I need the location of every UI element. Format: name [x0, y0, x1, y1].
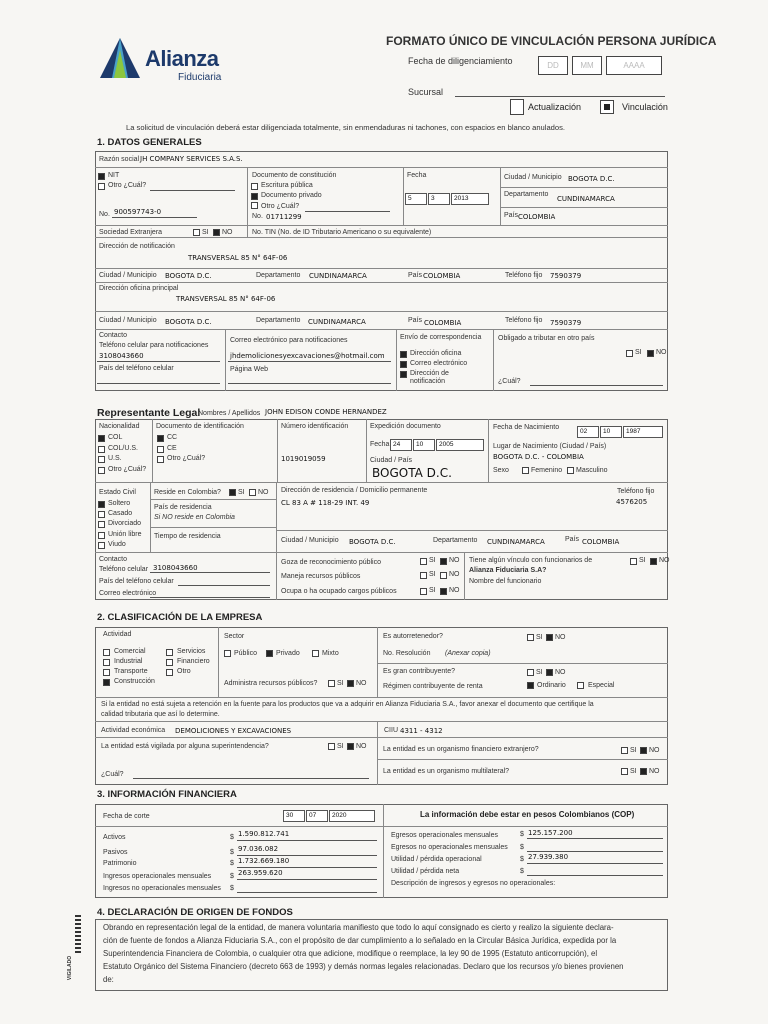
egr-noop-label: Egresos no operacionales mensuales [391, 844, 508, 851]
tel2-label: Teléfono fijo [505, 317, 543, 324]
exp-month[interactable]: 10 [413, 439, 435, 451]
rep-contacto-label: Contacto [99, 556, 128, 563]
retencion-note-2: calidad tributaria que así lo determine. [101, 711, 220, 718]
rep-ciudad-value[interactable]: BOGOTA D.C. [349, 538, 396, 546]
us-checkbox[interactable] [98, 456, 105, 463]
goza-no-label: NO [449, 557, 460, 564]
num-id-label: Número identificación [281, 423, 349, 430]
nac-day[interactable]: 02 [577, 426, 599, 438]
pasivos-value[interactable]: 97.036.082 [238, 845, 279, 853]
construccion-checkbox[interactable] [103, 679, 110, 686]
rep-depto-label: Departamento [433, 537, 478, 544]
cc-checkbox[interactable] [157, 435, 164, 442]
ordinario-checkbox[interactable] [527, 682, 534, 689]
depto1-value[interactable]: CUNDINAMARCA [309, 272, 367, 280]
section-4-title: 4. DECLARACIÓN DE ORIGEN DE FONDOS [97, 907, 293, 918]
dir-res-label: Dirección de residencia / Domicilio permanente [281, 487, 428, 494]
expedicion-label: Expedición documento [370, 423, 441, 430]
autoret-no-label: NO [555, 634, 566, 641]
maneja-no-label: NO [449, 571, 460, 578]
tel-fijo-value[interactable]: 4576205 [616, 498, 648, 506]
cc-label: CC [167, 434, 178, 441]
dir-notif-label: Dirección de notificación [99, 243, 175, 250]
sexo-label: Sexo [493, 467, 509, 474]
patrimonio-currency: $ [230, 860, 234, 867]
brand-sub: Fiduciaria [178, 72, 222, 83]
vinculo-label-2: Alianza Fiduciaria S.A? [469, 567, 547, 574]
anexar-label: (Anexar copia) [445, 650, 491, 657]
mixto-checkbox[interactable] [312, 650, 319, 657]
rep-cel-label: Teléfono celular [99, 566, 149, 573]
fecha-diligenciamiento-label: Fecha de diligenciamiento [408, 56, 513, 66]
fecha-label: Fecha [407, 172, 427, 179]
doc-no-value[interactable]: 01711299 [266, 213, 302, 221]
instruction-note: La solicitud de vinculación deberá estar diligenciada totalmente, sin enmendaduras ni tachones, con espacios en blanco anulados. [126, 123, 566, 132]
sucursal-line[interactable] [455, 96, 665, 97]
vinculo-si-label: SI [639, 557, 646, 564]
pais2-label: País [408, 317, 423, 324]
regimen-label: Régimen contribuyente de renta [383, 683, 483, 690]
otro-checkbox[interactable] [98, 183, 105, 190]
fin-ext-no-checkbox[interactable] [640, 747, 647, 754]
fecha-nac-label: Fecha de Nacimiento [493, 424, 560, 431]
vigilado-mark [67, 915, 84, 981]
autoret-si-checkbox[interactable] [527, 634, 534, 641]
tel1-value[interactable]: 7590379 [550, 272, 582, 280]
exp-year[interactable]: 2005 [436, 439, 484, 451]
declaracion-line-4: Estatuto Orgánico del Sistema Financiero (decreto 663 de 1993) y demás normas legales relacionadas. Declaro que los recursos y/o bienes provienen [103, 962, 624, 971]
nit-value[interactable]: 900597743-0 [114, 208, 162, 216]
razon-social-label: Razón social [99, 156, 140, 163]
divorciado-label: Divorciado [108, 520, 142, 527]
departamento-label: Departamento [504, 191, 549, 198]
obligado-cual-label: ¿Cuál? [498, 378, 521, 385]
pasivos-currency: $ [230, 849, 234, 856]
ing-op-value[interactable]: 263.959.620 [238, 869, 283, 877]
alianza-logo [98, 36, 142, 85]
pais1-value[interactable]: COLOMBIA [423, 272, 461, 280]
industrial-checkbox[interactable] [103, 659, 110, 666]
rep-sub-label: Nombres / Apellidos [198, 410, 261, 417]
fin-ext-no-label: NO [649, 747, 660, 754]
ordinario-label: Ordinario [537, 682, 566, 689]
depto2-label: Departamento [256, 317, 301, 324]
escritura-checkbox[interactable] [251, 183, 258, 190]
declaracion-line-2: ción de fuente de fondos a Alianza Fiduciaria S.A., con el propósito de dar cumplimiento a lo señalado en la Circular Básica Jurídica, expedida por la [103, 936, 617, 945]
tel-cel-label: Teléfono celular para notificaciones [99, 342, 209, 349]
divorciado-checkbox[interactable] [98, 521, 105, 528]
vigilada-no-checkbox[interactable] [347, 743, 354, 750]
vigilada-label: La entidad está vigilada por alguna superintendencia? [101, 743, 269, 750]
alianza-logo-icon [98, 36, 142, 80]
us-label: U.S. [108, 455, 122, 462]
declaracion-line-3: Superintendencia Financiera de Colombia, o cualquier otra que adicione, modifique o reemplace, la ley 90 de 1995 (Estatuto anticorrupción), el [103, 949, 598, 958]
nac-otro-label: Otro ¿Cuál? [108, 466, 147, 473]
nit-checkbox[interactable] [98, 173, 105, 180]
obligado-no-checkbox[interactable] [647, 350, 654, 357]
egr-op-value[interactable]: 125.157.200 [528, 829, 573, 837]
ocupa-no-checkbox[interactable] [440, 588, 447, 595]
doc-otro-label: Otro ¿Cuál? [167, 455, 206, 462]
correo-value[interactable]: jhdemolicionesyexcavaciones@hotmail.com [230, 352, 385, 360]
servicios-checkbox[interactable] [166, 649, 173, 656]
reside-si-label: SI [238, 489, 245, 496]
col-label: COL [108, 434, 123, 441]
activos-value[interactable]: 1.590.812.741 [238, 830, 290, 838]
viudo-label: Viudo [108, 541, 126, 548]
util-op-currency: $ [520, 856, 524, 863]
vigilado-text: VIGILADO [67, 955, 74, 981]
obligado-si-checkbox[interactable] [626, 350, 633, 357]
section-2-title: 2. CLASIFICACIÓN DE LA EMPRESA [97, 612, 263, 623]
doc-privado-label: Documento privado [261, 192, 322, 199]
otro-label: Otro ¿Cuál? [108, 182, 147, 189]
servicios-label: Servicios [177, 648, 206, 655]
admin-si-checkbox[interactable] [328, 680, 335, 687]
transporte-checkbox[interactable] [103, 669, 110, 676]
corte-year[interactable]: 2020 [329, 810, 375, 822]
envio-notif-label: Dirección de notificación [410, 370, 449, 386]
correo-label: Correo electrónico para notificaciones [230, 337, 348, 344]
ocupa-no-label: NO [449, 587, 460, 594]
soltero-label: Soltero [108, 500, 131, 507]
ce-label: CE [167, 445, 177, 452]
pais-label: País [504, 212, 519, 219]
soc-ext-si-checkbox[interactable] [193, 229, 200, 236]
vinculo-no-checkbox[interactable] [650, 558, 657, 565]
soc-extranjera-label: Sociedad Extranjera [99, 229, 163, 236]
nit-no-label: No. [99, 211, 110, 218]
doc-id-label: Documento de identificación [156, 423, 244, 430]
contacto-label: Contacto [99, 332, 128, 339]
pais-tel-label: País del teléfono celular [99, 365, 174, 372]
tin-label: No. TIN (No. de ID Tributario Americano o su equivalente) [252, 229, 432, 236]
pais-value[interactable]: COLOMBIA [518, 213, 556, 221]
egr-noop-currency: $ [520, 844, 524, 851]
patrimonio-value[interactable]: 1.732.669.180 [238, 857, 290, 865]
soltero-checkbox[interactable] [98, 501, 105, 508]
casado-label: Casado [108, 510, 133, 517]
publico-checkbox[interactable] [224, 650, 231, 657]
dir-notif-value[interactable]: TRANSVERSAL 85 N° 64F-06 [188, 254, 288, 262]
tel2-value[interactable]: 7590379 [550, 319, 582, 327]
ing-op-label: Ingresos operacionales mensuales [103, 873, 212, 880]
industrial-label: Industrial [114, 658, 143, 665]
autoret-si-label: SI [536, 634, 543, 641]
tel1-label: Teléfono fijo [505, 272, 543, 279]
web-label: Página Web [230, 366, 269, 373]
ciudad1-label: Ciudad / Municipio [99, 272, 157, 279]
rep-depto-value[interactable]: CUNDINAMARCA [487, 538, 545, 546]
maneja-label: Maneja recursos públicos [281, 573, 361, 580]
fin-ext-label: La entidad es un organismo financiero extranjero? [383, 746, 539, 753]
doc-privado-checkbox[interactable] [251, 193, 258, 200]
envio-notif-checkbox[interactable] [400, 371, 407, 378]
casado-checkbox[interactable] [98, 511, 105, 518]
envio-oficina-label: Dirección oficina [410, 350, 462, 357]
brand-name: Alianza [145, 46, 219, 71]
util-op-label: Utilidad / pérdida operacional [391, 856, 482, 863]
gran-si-label: SI [536, 669, 543, 676]
tel-cel-value[interactable]: 3108043660 [99, 352, 144, 360]
depto1-label: Departamento [256, 272, 301, 279]
reside-si-checkbox[interactable] [229, 489, 236, 496]
departamento-value[interactable]: CUNDINAMARCA [557, 195, 615, 203]
resolucion-label: No. Resolución [383, 650, 431, 657]
tel-fijo-label: Teléfono fijo [617, 488, 655, 495]
multi-si-checkbox[interactable] [621, 768, 628, 775]
pais-res-note: Si NO reside en Colombia [154, 514, 235, 521]
ciudad2-label: Ciudad / Municipio [99, 317, 157, 324]
otro-doc-label: Otro ¿Cuál? [261, 203, 300, 210]
nombre-func-label: Nombre del funcionario [469, 578, 542, 585]
razon-social-value[interactable]: JH COMPANY SERVICES S.A.S. [140, 155, 243, 163]
multi-no-checkbox[interactable] [640, 768, 647, 775]
rep-correo-label: Correo electrónico [99, 590, 157, 597]
obligado-label: Obligado a tributar en otro país [498, 335, 595, 342]
maneja-no-checkbox[interactable] [440, 572, 447, 579]
act-otro-checkbox[interactable] [166, 669, 173, 676]
escritura-label: Escritura pública [261, 182, 313, 189]
viudo-checkbox[interactable] [98, 542, 105, 549]
cop-note: La información debe estar en pesos Colombianos (COP) [420, 810, 635, 819]
ing-noop-label: Ingresos no operacionales mensuales [103, 885, 221, 892]
exp-fecha-label: Fecha [370, 441, 390, 448]
rep-pais-value[interactable]: COLOMBIA [582, 538, 620, 546]
multilateral-label: La entidad es un organismo multilateral? [383, 768, 510, 775]
lugar-nac-value[interactable]: BOGOTA D.C. - COLOMBIA [493, 453, 584, 461]
sucursal-label: Sucursal [408, 87, 444, 97]
admin-si-label: SI [337, 680, 344, 687]
vinculo-label: Tiene algún vínculo con funcionarios de [469, 557, 593, 564]
util-neta-label: Utilidad / pérdida neta [391, 868, 460, 875]
vinculo-no-label: NO [659, 557, 670, 564]
envio-correo-label: Correo electrónico [410, 360, 468, 367]
fecha-day[interactable]: 5 [405, 193, 427, 205]
year-field[interactable]: AAAA [606, 56, 662, 75]
otro-doc-checkbox[interactable] [251, 202, 258, 209]
soc-ext-no-label: NO [222, 229, 233, 236]
union-label: Unión libre [108, 531, 142, 538]
col-checkbox[interactable] [98, 435, 105, 442]
rep-pais-cel-label: País del teléfono celular [99, 578, 174, 585]
nit-label: NIT [108, 172, 120, 179]
reside-label: Reside en Colombia? [154, 489, 221, 496]
ciudad1-value[interactable]: BOGOTA D.C. [165, 272, 212, 280]
gran-no-label: NO [555, 669, 566, 676]
vinculo-si-checkbox[interactable] [630, 558, 637, 565]
corte-month[interactable]: 07 [306, 810, 328, 822]
nac-month[interactable]: 10 [600, 426, 622, 438]
autoret-label: Es autorretenedor? [383, 633, 443, 640]
num-id-value[interactable]: 1019019059 [281, 455, 326, 463]
soc-ext-no-checkbox[interactable] [213, 229, 220, 236]
ciudad-value[interactable]: BOGOTA D.C. [568, 175, 615, 183]
ocupa-label: Ocupa o ha ocupado cargos públicos [281, 588, 397, 595]
ce-checkbox[interactable] [157, 446, 164, 453]
actualizacion-label: Actualización [528, 102, 582, 112]
ocupa-si-checkbox[interactable] [420, 588, 427, 595]
act-eco-value[interactable]: DEMOLICIONES Y EXCAVACIONES [175, 727, 292, 735]
rep-name-value[interactable]: JOHN EDISON CONDE HERNANDEZ [265, 408, 387, 416]
transporte-label: Transporte [114, 668, 148, 675]
patrimonio-label: Patrimonio [103, 860, 137, 867]
goza-si-checkbox[interactable] [420, 558, 427, 565]
multi-no-label: NO [649, 768, 660, 775]
obligado-no-label: NO [656, 349, 667, 356]
dir-res-value[interactable]: CL 83 A # 118-29 INT. 49 [281, 499, 370, 507]
month-field[interactable]: MM [572, 56, 602, 75]
nac-otro-checkbox[interactable] [98, 467, 105, 474]
actualizacion-checkbox[interactable] [510, 99, 524, 115]
nac-year[interactable]: 1987 [623, 426, 663, 438]
nacionalidad-label: Nacionalidad [99, 423, 140, 430]
ing-noop-currency: $ [230, 885, 234, 892]
fecha-year[interactable]: 2013 [451, 193, 489, 205]
estado-civil-label: Estado Civil [99, 489, 136, 496]
autoret-no-checkbox[interactable] [546, 634, 553, 641]
rep-title: Representante Legal [97, 407, 201, 419]
doc-constitucion-label: Documento de constitución [252, 172, 337, 179]
vigilada-cual-label: ¿Cuál? [101, 771, 124, 778]
fecha-corte-label: Fecha de corte [103, 813, 150, 820]
vigilada-no-label: NO [356, 743, 367, 750]
multi-si-label: SI [630, 768, 637, 775]
privado-label: Privado [276, 650, 300, 657]
vinculacion-label: Vinculación [622, 102, 668, 112]
util-neta-currency: $ [520, 868, 524, 875]
ocupa-si-label: SI [429, 587, 436, 594]
maneja-si-label: SI [429, 571, 436, 578]
obligado-si-label: SI [635, 349, 642, 356]
soc-ext-si-label: SI [202, 229, 209, 236]
reside-no-label: NO [258, 489, 269, 496]
form-title: FORMATO ÚNICO DE VINCULACIÓN PERSONA JURÍDICA [386, 34, 717, 48]
fecha-month[interactable]: 3 [428, 193, 450, 205]
ciiu-label: CIIU [384, 727, 398, 734]
declaracion-line-1: Obrando en representación legal de la entidad, de manera voluntaria manifiesto que todo lo aquí consignado es cierto y realizo la siguiente declara- [103, 923, 614, 932]
financiero-checkbox[interactable] [166, 659, 173, 666]
comercial-label: Comercial [114, 648, 146, 655]
pais-res-label: País de residencia [154, 504, 212, 511]
day-field[interactable]: DD [538, 56, 568, 75]
admin-label: Administra recursos públicos? [224, 680, 318, 687]
declaracion-line-5: de: [103, 975, 114, 984]
ing-op-currency: $ [230, 873, 234, 880]
goza-label: Goza de reconocimiento público [281, 559, 382, 566]
colus-checkbox[interactable] [98, 446, 105, 453]
actividad-label: Actividad [103, 631, 132, 638]
envio-correo-checkbox[interactable] [400, 361, 407, 368]
dir-oficina-value[interactable]: TRANSVERSAL 85 N° 64F-06 [176, 295, 276, 303]
exp-day[interactable]: 24 [390, 439, 412, 451]
goza-si-label: SI [429, 557, 436, 564]
sector-label: Sector [224, 633, 245, 640]
vigilada-si-checkbox[interactable] [328, 743, 335, 750]
colus-label: COL/U.S. [108, 445, 138, 452]
lugar-nac-label: Lugar de Nacimiento (Ciudad / País) [493, 443, 607, 450]
especial-label: Especial [588, 682, 615, 689]
fin-ext-si-label: SI [630, 747, 637, 754]
ciiu-value[interactable]: 4311 - 4312 [400, 727, 443, 735]
util-op-value[interactable]: 27.939.380 [528, 853, 569, 861]
masc-label: Masculino [576, 467, 608, 474]
envio-oficina-checkbox[interactable] [400, 351, 407, 358]
egr-op-label: Egresos operacionales mensuales [391, 832, 499, 839]
retencion-note-1: Si la entidad no está sujeta a retención en la fuente para los productos que va a adquirir en Alianza Fiduciaria S.A., favor anexar el documento que certifique la [101, 701, 594, 708]
desc-label: Descripción de ingresos y egresos no operacionales: [391, 880, 556, 887]
gran-no-checkbox[interactable] [546, 669, 553, 676]
union-checkbox[interactable] [98, 532, 105, 539]
pais2-value[interactable]: COLOMBIA [424, 319, 462, 327]
tiempo-res-label: Tiempo de residencia [154, 533, 221, 540]
vigilada-si-label: SI [337, 743, 344, 750]
gran-contrib-label: Es gran contribuyente? [383, 668, 455, 675]
doc-no-label: No. [252, 213, 263, 220]
fin-ext-si-checkbox[interactable] [621, 747, 628, 754]
section-1-title: 1. DATOS GENERALES [97, 137, 202, 148]
pais1-label: País [408, 272, 423, 279]
gran-si-checkbox[interactable] [527, 669, 534, 676]
act-otro-label: Otro [177, 668, 191, 675]
activos-currency: $ [230, 834, 234, 841]
doc-otro-checkbox[interactable] [157, 456, 164, 463]
ciudad-label: Ciudad / Municipio [504, 174, 562, 181]
dir-oficina-label: Dirección oficina principal [99, 285, 179, 292]
fem-checkbox[interactable] [522, 467, 529, 474]
ciudad2-value[interactable]: BOGOTA D.C. [165, 318, 212, 326]
comercial-checkbox[interactable] [103, 649, 110, 656]
ciudad-pais-label: Ciudad / País [370, 457, 413, 464]
depto2-value[interactable]: CUNDINAMARCA [308, 318, 366, 326]
fem-label: Femenino [531, 467, 563, 474]
section-3-title: 3. INFORMACIÓN FINANCIERA [97, 789, 237, 800]
mixto-label: Mixto [322, 650, 339, 657]
rep-cel-value[interactable]: 3108043660 [153, 564, 198, 572]
admin-no-checkbox[interactable] [347, 680, 354, 687]
construccion-label: Construcción [114, 678, 155, 685]
vinculacion-checkbox[interactable] [600, 100, 614, 114]
maneja-si-checkbox[interactable] [420, 572, 427, 579]
goza-no-checkbox[interactable] [440, 558, 447, 565]
act-eco-label: Actividad económica [101, 727, 166, 734]
privado-checkbox[interactable] [266, 650, 273, 657]
reside-no-checkbox[interactable] [249, 489, 256, 496]
financiero-label: Financiero [177, 658, 210, 665]
pasivos-label: Pasivos [103, 849, 128, 856]
masc-checkbox[interactable] [567, 467, 574, 474]
rep-pais-label: País [565, 536, 580, 543]
egr-op-currency: $ [520, 831, 524, 838]
envio-label: Envío de correspondencia [400, 334, 482, 341]
activos-label: Activos [103, 834, 126, 841]
rep-ciudad-label: Ciudad / Municipio [281, 537, 339, 544]
admin-no-label: NO [356, 680, 367, 687]
corte-day[interactable]: 30 [283, 810, 305, 822]
especial-checkbox[interactable] [577, 682, 584, 689]
exp-city-value[interactable]: BOGOTA D.C. [372, 466, 452, 480]
publico-label: Público [234, 650, 257, 657]
